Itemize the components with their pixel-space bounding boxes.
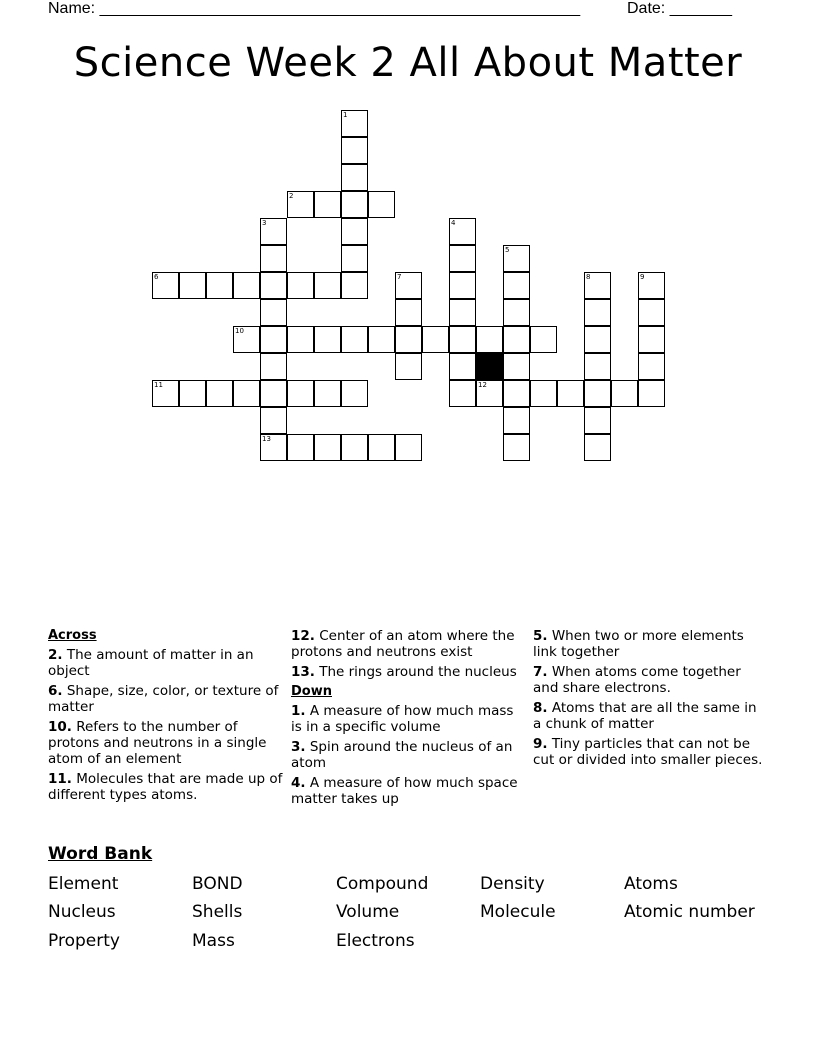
- grid-cell[interactable]: [422, 326, 449, 353]
- grid-cell[interactable]: [638, 380, 665, 407]
- grid-cell[interactable]: [449, 353, 476, 380]
- clue-column-3: [533, 628, 769, 772]
- grid-cell[interactable]: [584, 380, 611, 407]
- across-heading: Across: [48, 628, 97, 643]
- word-bank-item: Molecule: [480, 902, 556, 922]
- clue-down-7: 7. When atoms come together and share electrons.: [533, 664, 741, 696]
- word-bank-item: Electrons: [336, 931, 415, 951]
- grid-cell[interactable]: [260, 245, 287, 272]
- word-bank-item: Element: [48, 874, 119, 894]
- clue-number: 3: [262, 219, 267, 227]
- grid-cell[interactable]: [233, 326, 260, 353]
- grid-cell[interactable]: [260, 407, 287, 434]
- grid-cell[interactable]: [395, 272, 422, 299]
- grid-cell[interactable]: [152, 272, 179, 299]
- grid-cell[interactable]: [584, 434, 611, 461]
- clue-down-8: 8. Atoms that are all the same in a chunk of matter: [533, 700, 757, 732]
- grid-cell[interactable]: [503, 380, 530, 407]
- grid-cell[interactable]: [449, 218, 476, 245]
- grid-cell[interactable]: [260, 380, 287, 407]
- clue-number: 13: [262, 435, 271, 443]
- grid-cell[interactable]: [395, 434, 422, 461]
- down-heading: Down: [291, 684, 332, 699]
- word-bank-heading: Word Bank: [48, 844, 153, 864]
- page-title: Science Week 2 All About Matter: [73, 40, 743, 86]
- grid-cell[interactable]: [314, 434, 341, 461]
- clue-across-6: 6. Shape, size, color, or texture of matter: [48, 683, 279, 715]
- clue-down-9: 9. Tiny particles that can not be cut or divided into smaller pieces.: [533, 736, 763, 768]
- grid-cell[interactable]: [395, 353, 422, 380]
- word-bank-item: Atomic number: [624, 902, 755, 922]
- clue-number: 6: [154, 273, 159, 281]
- grid-cell[interactable]: [368, 191, 395, 218]
- grid-cell[interactable]: [314, 191, 341, 218]
- grid-cell[interactable]: [260, 434, 287, 461]
- grid-cell[interactable]: [503, 434, 530, 461]
- clue-down-3: 3. Spin around the nucleus of an atom: [291, 739, 513, 771]
- grid-cell[interactable]: [179, 272, 206, 299]
- grid-cell[interactable]: [638, 299, 665, 326]
- black-cell: [476, 353, 503, 380]
- grid-cell[interactable]: [557, 380, 584, 407]
- grid-cell[interactable]: [179, 380, 206, 407]
- clue-number: 12: [478, 381, 487, 389]
- word-bank-item: Property: [48, 931, 120, 951]
- grid-cell[interactable]: [341, 380, 368, 407]
- clue-number: 2: [289, 192, 294, 200]
- grid-cell[interactable]: [611, 380, 638, 407]
- grid-cell[interactable]: [503, 407, 530, 434]
- crossword-grid: [0, 0, 816, 480]
- grid-cell[interactable]: [206, 380, 233, 407]
- clue-number: 10: [235, 327, 244, 335]
- grid-cell[interactable]: [503, 272, 530, 299]
- grid-cell[interactable]: [530, 380, 557, 407]
- grid-cell[interactable]: [341, 191, 368, 218]
- grid-cell[interactable]: [395, 299, 422, 326]
- clue-down-1: 1. A measure of how much mass is in a specific volume: [291, 703, 514, 735]
- grid-cell[interactable]: [584, 299, 611, 326]
- grid-cell[interactable]: [341, 434, 368, 461]
- word-bank-item: Compound: [336, 874, 429, 894]
- grid-cell[interactable]: [503, 299, 530, 326]
- grid-cell[interactable]: [449, 272, 476, 299]
- clue-column-1: [48, 628, 284, 807]
- clue-across-13: 13. The rings around the nucleus: [291, 664, 517, 680]
- word-bank-item: Density: [480, 874, 545, 894]
- grid-cell[interactable]: [287, 272, 314, 299]
- grid-cell[interactable]: [341, 110, 368, 137]
- grid-cell[interactable]: [395, 326, 422, 353]
- grid-cell[interactable]: [503, 326, 530, 353]
- grid-cell[interactable]: [287, 191, 314, 218]
- word-bank-item: Shells: [192, 902, 243, 922]
- grid-cell[interactable]: [368, 326, 395, 353]
- name-label: Name: ______________________________________________________: [48, 0, 581, 17]
- clue-number: 7: [397, 273, 402, 281]
- clue-across-11: 11. Molecules that are made up of different types atoms.: [48, 771, 283, 803]
- grid-cell[interactable]: [503, 245, 530, 272]
- clue-down-4: 4. A measure of how much space matter takes up: [291, 775, 518, 807]
- grid-cell[interactable]: [152, 380, 179, 407]
- clue-across-2: 2. The amount of matter in an object: [48, 647, 254, 679]
- grid-cell[interactable]: [314, 272, 341, 299]
- clue-across-10: 10. Refers to the number of protons and neutrons in a single atom of an element: [48, 719, 267, 767]
- grid-cell[interactable]: [260, 218, 287, 245]
- grid-cell[interactable]: [260, 353, 287, 380]
- grid-cell[interactable]: [314, 380, 341, 407]
- clue-number: 1: [343, 111, 348, 119]
- grid-cell[interactable]: [341, 164, 368, 191]
- word-bank-item: Volume: [336, 902, 400, 922]
- grid-cell[interactable]: [503, 353, 530, 380]
- grid-cell[interactable]: [314, 326, 341, 353]
- clue-column-2: [291, 628, 527, 811]
- grid-cell[interactable]: [584, 407, 611, 434]
- clue-number: 5: [505, 246, 510, 254]
- grid-cell[interactable]: [260, 299, 287, 326]
- grid-cell[interactable]: [341, 272, 368, 299]
- grid-cell[interactable]: [449, 299, 476, 326]
- grid-cell[interactable]: [584, 272, 611, 299]
- grid-cell[interactable]: [341, 137, 368, 164]
- grid-cell[interactable]: [638, 272, 665, 299]
- grid-cell[interactable]: [260, 272, 287, 299]
- grid-cell[interactable]: [233, 380, 260, 407]
- clue-number: 11: [154, 381, 163, 389]
- clue-across-12: 12. Center of an atom where the protons and neutrons exist: [291, 628, 515, 660]
- grid-cell[interactable]: [341, 218, 368, 245]
- grid-cell[interactable]: [449, 326, 476, 353]
- grid-cell[interactable]: [449, 380, 476, 407]
- grid-cell[interactable]: [287, 434, 314, 461]
- clue-down-5: 5. When two or more elements link together: [533, 628, 744, 660]
- grid-cell[interactable]: [584, 326, 611, 353]
- grid-cell[interactable]: [368, 434, 395, 461]
- grid-cell[interactable]: [476, 380, 503, 407]
- grid-cell[interactable]: [584, 353, 611, 380]
- grid-cell[interactable]: [206, 272, 233, 299]
- word-bank-item: Nucleus: [48, 902, 116, 922]
- grid-cell[interactable]: [341, 326, 368, 353]
- grid-cell[interactable]: [341, 245, 368, 272]
- word-bank-item: Mass: [192, 931, 235, 951]
- clue-number: 9: [640, 273, 645, 281]
- grid-cell[interactable]: [638, 353, 665, 380]
- grid-cell[interactable]: [287, 326, 314, 353]
- grid-cell[interactable]: [476, 326, 503, 353]
- grid-cell[interactable]: [530, 326, 557, 353]
- word-bank-item: Atoms: [624, 874, 678, 894]
- grid-cell[interactable]: [260, 326, 287, 353]
- date-label: Date: _______: [627, 0, 732, 17]
- grid-cell[interactable]: [449, 245, 476, 272]
- clue-number: 8: [586, 273, 591, 281]
- clue-number: 4: [451, 219, 456, 227]
- word-bank-item: BOND: [192, 874, 243, 894]
- grid-cell[interactable]: [638, 326, 665, 353]
- grid-cell[interactable]: [287, 380, 314, 407]
- grid-cell[interactable]: [233, 272, 260, 299]
